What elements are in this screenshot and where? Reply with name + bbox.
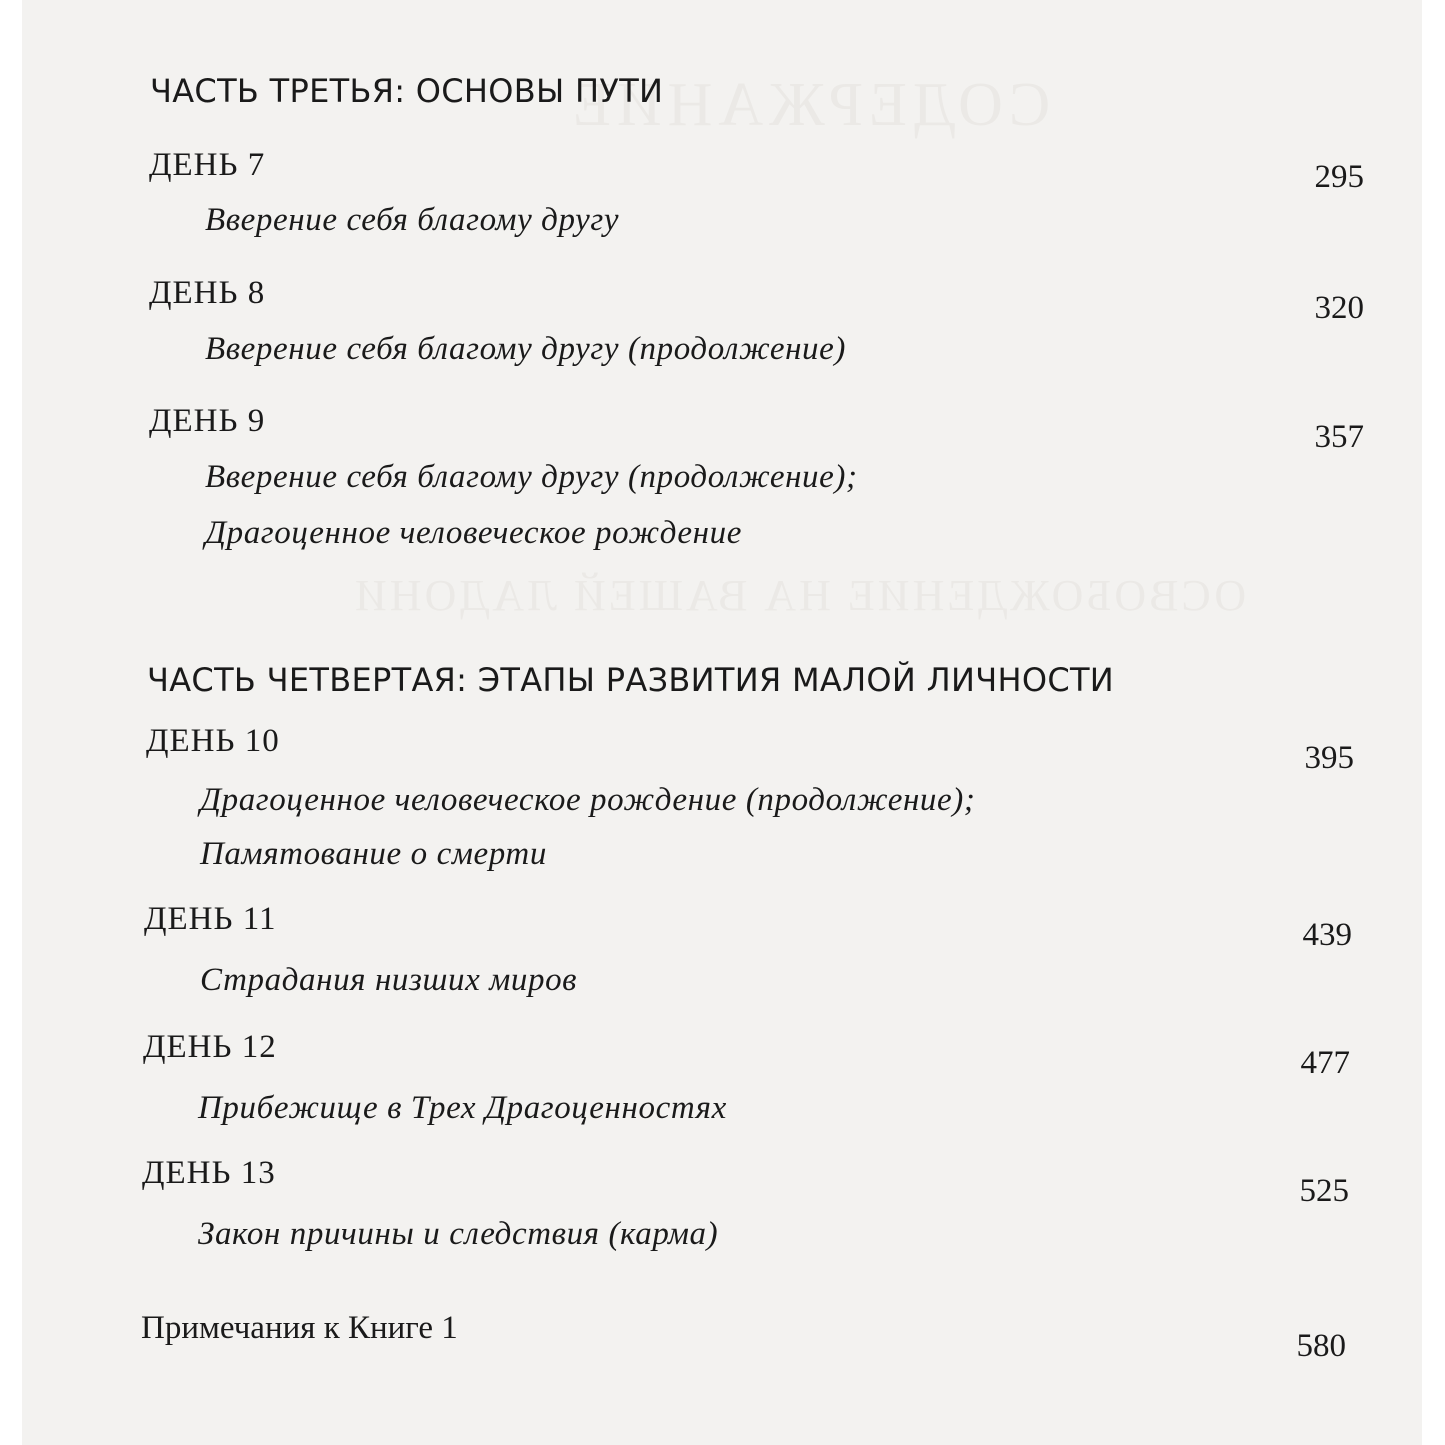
toc-day-12-label: ДЕНЬ 12 [143, 1029, 277, 1065]
toc-day-7-subtitle: Вверение себя благому другу [205, 202, 620, 238]
toc-day-13-subtitle: Закон причины и следствия (карма) [198, 1216, 719, 1252]
toc-day-11-subtitle: Страдания низших миров [200, 962, 578, 998]
part-three-heading: ЧАСТЬ ТРЕТЬЯ: ОСНОВЫ ПУТИ [150, 72, 664, 110]
toc-day-8-label: ДЕНЬ 8 [149, 275, 266, 311]
toc-day-10-page: 395 [1304, 740, 1354, 776]
toc-day-13-page: 525 [1299, 1173, 1349, 1209]
toc-day-7-label: ДЕНЬ 7 [149, 147, 266, 183]
bleed-through-section: ОСВОБОЖДЕНИЕ НА ВАШЕЙ ЛАДОНИ [352, 571, 1247, 620]
toc-day-12-page: 477 [1300, 1045, 1350, 1081]
toc-day-12-subtitle: Прибежище в Трех Драгоценностях [198, 1090, 727, 1126]
toc-day-11-label: ДЕНЬ 11 [144, 901, 277, 937]
book-page [22, 0, 1422, 1445]
toc-day-9-subtitle-1: Вверение себя благому другу (продолжение); [205, 459, 858, 495]
toc-day-8-subtitle: Вверение себя благому другу (продолжение) [205, 331, 846, 367]
toc-notes-page: 580 [1296, 1328, 1346, 1364]
toc-day-9-page: 357 [1314, 419, 1364, 455]
toc-day-10-subtitle-1: Драгоценное человеческое рождение (продолжение); [200, 782, 976, 818]
part-four-heading: ЧАСТЬ ЧЕТВЕРТАЯ: ЭТАПЫ РАЗВИТИЯ МАЛОЙ ЛИЧНОСТИ [147, 661, 1115, 699]
toc-day-10-subtitle-2: Памятование о смерти [200, 836, 547, 872]
toc-day-9-subtitle-2: Драгоценное человеческое рождение [205, 515, 742, 551]
bleed-through-title: СОДЕРЖАНИЕ [567, 71, 1051, 139]
toc-day-13-label: ДЕНЬ 13 [142, 1155, 276, 1191]
toc-day-8-page: 320 [1314, 290, 1364, 326]
toc-notes-label: Примечания к Книге 1 [141, 1310, 458, 1346]
toc-day-11-page: 439 [1302, 917, 1352, 953]
toc-day-10-label: ДЕНЬ 10 [146, 723, 280, 759]
toc-day-9-label: ДЕНЬ 9 [149, 403, 266, 439]
toc-day-7-page: 295 [1314, 159, 1364, 195]
